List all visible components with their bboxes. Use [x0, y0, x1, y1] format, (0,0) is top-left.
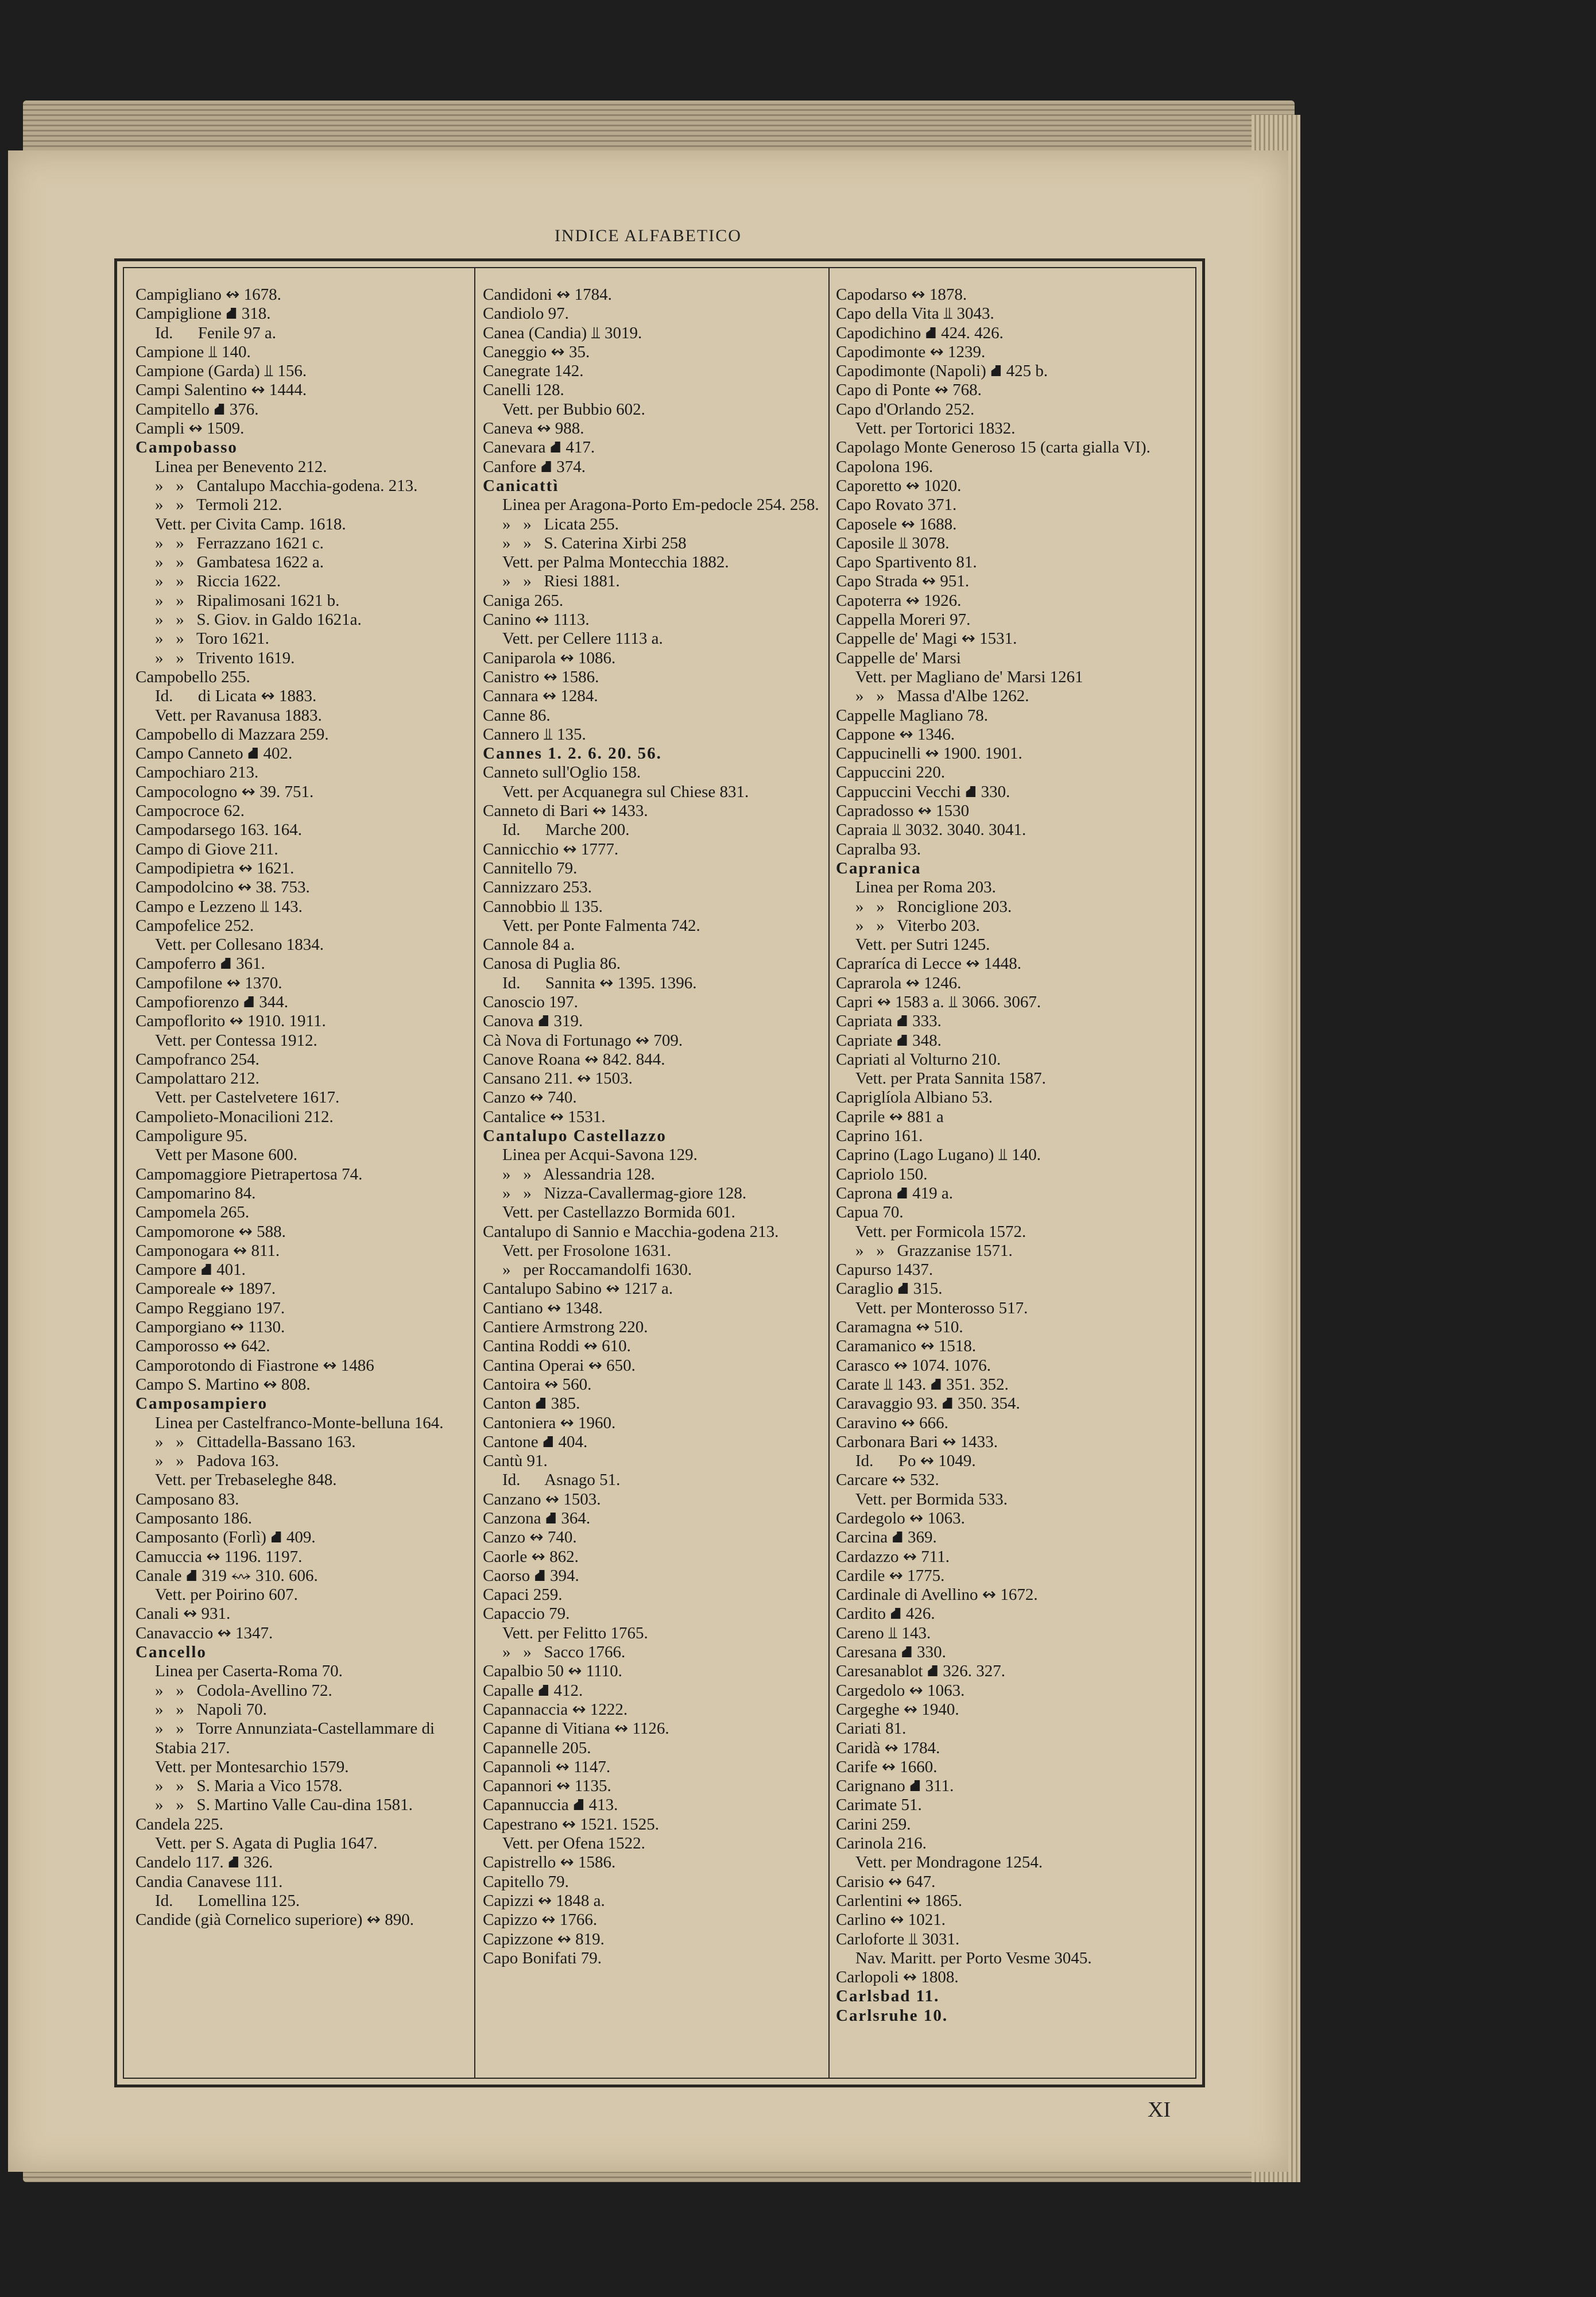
- index-frame: [114, 258, 1205, 2087]
- index-entry: Campo S. Martino ↭ 808.: [135, 1375, 311, 1394]
- index-heading: Cannes 1. 2. 6. 20. 56.: [483, 744, 662, 763]
- index-entry: Capo Rovato 371.: [836, 496, 957, 515]
- index-entry: Capistrello ↭ 1586.: [483, 1853, 616, 1872]
- index-entry: Cargedolo ↭ 1063.: [836, 1681, 965, 1700]
- index-entry: Id. Marche 200.: [502, 821, 630, 840]
- index-entry: Capo della Vita ⫫ 3043.: [836, 304, 994, 323]
- index-entry: » » Grazzanise 1571.: [855, 1241, 1013, 1260]
- index-entry: Cannole 84 a.: [483, 935, 575, 954]
- index-entry: Caraglio ⛘ 315.: [836, 1279, 943, 1298]
- index-entry: Vett. per Ponte Falmenta 742.: [502, 916, 700, 935]
- index-entry: Canoscio 197.: [483, 992, 578, 1011]
- index-entry: Vett. per Collesano 1834.: [155, 935, 324, 954]
- index-entry: Cappucinelli ↭ 1900. 1901.: [836, 744, 1022, 763]
- index-entry: Vett. per Frosolone 1631.: [502, 1241, 671, 1260]
- index-heading: Camposampiero: [135, 1394, 268, 1413]
- index-entry: Camposanto 186.: [135, 1509, 252, 1528]
- index-entry: Capo Spartivento 81.: [836, 553, 977, 572]
- index-entry: Candia Canavese 111.: [135, 1872, 283, 1891]
- index-entry: Cantoniera ↭ 1960.: [483, 1413, 616, 1432]
- index-entry: Capalle ⛘ 412.: [483, 1681, 583, 1700]
- index-entry: Vett. per S. Agata di Puglia 1647.: [155, 1834, 378, 1853]
- index-entry: Capanne di Vitiana ↭ 1126.: [483, 1719, 669, 1738]
- index-entry: » » Ronciglione 203.: [855, 897, 1012, 916]
- index-entry: Capolona 196.: [836, 457, 933, 476]
- index-entry: Campodipietra ↭ 1621.: [135, 859, 295, 877]
- index-entry: Capannoli ↭ 1147.: [483, 1757, 611, 1776]
- index-entry: Campo di Giove 211.: [135, 840, 278, 859]
- index-entry: Carlino ↭ 1021.: [836, 1911, 946, 1929]
- index-entry: Carisio ↭ 647.: [836, 1872, 936, 1891]
- index-entry: Capitello 79.: [483, 1872, 569, 1891]
- index-column-1: [135, 285, 468, 2071]
- index-entry: Capriata ⛘ 333.: [836, 1012, 942, 1031]
- index-entry: Vett. per Ravanusa 1883.: [155, 706, 322, 725]
- index-entry: Vett. per Bormida 533.: [855, 1490, 1008, 1509]
- index-entry: Vett. per Formicola 1572.: [855, 1222, 1026, 1241]
- index-entry: Campolieto-Monacilioni 212.: [135, 1107, 334, 1126]
- index-entry: Caprona ⛘ 419 a.: [836, 1184, 954, 1202]
- index-entry: Canove Roana ↭ 842. 844.: [483, 1050, 665, 1069]
- index-entry: Capaci 259.: [483, 1586, 563, 1604]
- index-entry: Canfore ⛘ 374.: [483, 457, 586, 476]
- index-entry: Capo d'Orlando 252.: [836, 400, 975, 419]
- index-entry: Canale ⛘ 319 ↭ 310. 606.: [135, 1566, 318, 1585]
- index-entry: Campione (Garda) ⫫ 156.: [135, 362, 307, 381]
- index-entry: Canne 86.: [483, 706, 551, 725]
- index-entry: Campocologno ↭ 39. 751.: [135, 782, 314, 801]
- index-entry: Cannizzaro 253.: [483, 878, 592, 897]
- index-entry: Carini 259.: [836, 1815, 911, 1834]
- index-entry: Caniga 265.: [483, 591, 564, 610]
- index-entry: Capodimonte (Napoli) ⛘ 425 b.: [836, 362, 1048, 381]
- index-entry: » » Toro 1621.: [155, 629, 269, 648]
- index-entry: Vett. per Felitto 1765.: [502, 1623, 648, 1642]
- index-entry: Caresanablot ⛘ 326. 327.: [836, 1662, 1006, 1681]
- index-entry: » » Gambatesa 1622 a.: [155, 553, 324, 572]
- column-separator: [828, 268, 830, 2078]
- index-entry: Cantina Operai ↭ 650.: [483, 1356, 636, 1375]
- index-entry: Candiolo 97.: [483, 304, 569, 323]
- index-entry: » » Nizza-Cavallermag-giore 128.: [502, 1184, 747, 1202]
- index-entry: » » Alessandria 128.: [502, 1165, 655, 1184]
- index-entry: Cantone ⛘ 404.: [483, 1432, 588, 1451]
- index-entry: Cardito ⛘ 426.: [836, 1604, 935, 1623]
- index-entry: Carcare ↭ 532.: [836, 1471, 939, 1490]
- index-entry: Capo Strada ↭ 951.: [836, 572, 970, 591]
- index-entry: Cardegolo ↭ 1063.: [836, 1509, 965, 1528]
- index-entry: » » S. Martino Valle Cau-dina 1581.: [155, 1796, 413, 1815]
- index-entry: Capaccio 79.: [483, 1604, 570, 1623]
- index-entry: Vett. per Tortorici 1832.: [855, 419, 1016, 438]
- index-entry: Campofilone ↭ 1370.: [135, 973, 282, 992]
- index-entry: Carinola 216.: [836, 1834, 927, 1853]
- index-entry: Canneto di Bari ↭ 1433.: [483, 802, 648, 821]
- index-entry: » » Riccia 1622.: [155, 572, 281, 591]
- index-entry: Capoterra ↭ 1926.: [836, 591, 962, 610]
- index-entry: Cantù 91.: [483, 1452, 548, 1471]
- index-entry: » » Sacco 1766.: [502, 1643, 626, 1662]
- index-entry: Canneto sull'Oglio 158.: [483, 763, 641, 782]
- index-entry: Carlopoli ↭ 1808.: [836, 1968, 959, 1987]
- index-entry: Vett. per Mondragone 1254.: [855, 1853, 1043, 1872]
- index-entry: Capriglíola Albiano 53.: [836, 1088, 993, 1107]
- index-column-2: [483, 285, 822, 2071]
- index-entry: Capriolo 150.: [836, 1165, 928, 1184]
- index-entry: Capriati al Volturno 210.: [836, 1050, 1001, 1069]
- index-entry: » » Riesi 1881.: [502, 572, 620, 591]
- index-entry: Id. di Licata ↭ 1883.: [155, 687, 317, 706]
- index-entry: » » Cantalupo Macchia-godena. 213.: [155, 476, 418, 495]
- index-entry: Cappelle de' Magi ↭ 1531.: [836, 629, 1017, 648]
- index-entry: Canzo ↭ 740.: [483, 1528, 577, 1547]
- index-entry: Cappuccini 220.: [836, 763, 946, 782]
- index-entry: Caramagna ↭ 510.: [836, 1318, 963, 1337]
- index-entry: Caridà ↭ 1784.: [836, 1738, 940, 1757]
- index-entry: Capraia ⫫ 3032. 3040. 3041.: [836, 821, 1026, 840]
- index-heading: Capranica: [836, 859, 921, 877]
- index-heading: Campobasso: [135, 438, 238, 457]
- index-entry: Campodarsego 163. 164.: [135, 821, 302, 840]
- index-entry: Caposele ↭ 1688.: [836, 515, 957, 533]
- index-entry: Linea per Caserta-Roma 70.: [155, 1662, 343, 1681]
- index-entry: Campi Salentino ↭ 1444.: [135, 381, 307, 400]
- index-entry: Linea per Castelfranco-Monte-belluna 164.: [155, 1413, 444, 1432]
- index-entry: Carbonara Bari ↭ 1433.: [836, 1432, 998, 1451]
- index-entry: » » Cittadella-Bassano 163.: [155, 1432, 356, 1451]
- index-entry: Linea per Roma 203.: [855, 878, 996, 897]
- index-entry: Capalbio 50 ↭ 1110.: [483, 1662, 622, 1681]
- index-entry: Carimate 51.: [836, 1796, 922, 1815]
- index-entry: Vett. per Castelvetere 1617.: [155, 1088, 340, 1107]
- index-entry: Camporgiano ↭ 1130.: [135, 1318, 285, 1337]
- index-entry: Caprino 161.: [836, 1127, 923, 1146]
- index-entry: Carate ⫫ 143. ⛘ 351. 352.: [836, 1375, 1009, 1394]
- index-entry: Cannitello 79.: [483, 859, 578, 877]
- index-entry: Caprarola ↭ 1246.: [836, 973, 962, 992]
- index-entry: Capodimonte ↭ 1239.: [836, 342, 986, 361]
- index-entry: Caprile ↭ 881 a: [836, 1107, 944, 1126]
- index-entry: Campo Reggiano 197.: [135, 1298, 285, 1317]
- index-entry: Cariati 81.: [836, 1719, 907, 1738]
- index-heading: Carlsruhe 10.: [836, 2006, 948, 2025]
- index-entry: Vett. per Contessa 1912.: [155, 1031, 317, 1050]
- index-entry: Candela 225.: [135, 1815, 224, 1834]
- index-entry: » » Licata 255.: [502, 515, 619, 533]
- index-entry: » » Trivento 1619.: [155, 648, 295, 667]
- index-entry: Canzo ↭ 740.: [483, 1088, 577, 1107]
- index-entry: Cardinale di Avellino ↭ 1672.: [836, 1586, 1038, 1604]
- index-entry: Cardile ↭ 1775.: [836, 1566, 945, 1585]
- index-entry: Canali ↭ 931.: [135, 1604, 231, 1623]
- index-entry: Cantiere Armstrong 220.: [483, 1318, 648, 1337]
- index-entry: Vett. per Cellere 1113 a.: [502, 629, 663, 648]
- index-entry: » » Napoli 70.: [155, 1700, 267, 1719]
- index-entry: Capannuccia ⛘ 413.: [483, 1796, 618, 1815]
- index-entry: Vett. per Castellazzo Bormida 601.: [502, 1203, 735, 1222]
- index-entry: Cantoira ↭ 560.: [483, 1375, 592, 1394]
- index-entry: Capraríca di Lecce ↭ 1448.: [836, 954, 1022, 973]
- index-entry: Candidoni ↭ 1784.: [483, 285, 612, 304]
- index-entry: Campodolcino ↭ 38. 753.: [135, 878, 310, 897]
- index-entry: Cannero ⫫ 135.: [483, 725, 586, 744]
- index-entry: Campomorone ↭ 588.: [135, 1222, 286, 1241]
- index-entry: Cansano 211. ↭ 1503.: [483, 1069, 633, 1088]
- index-entry: Vett. per Acquanegra sul Chiese 831.: [502, 782, 749, 801]
- index-entry: » » Padova 163.: [155, 1452, 279, 1471]
- index-entry: Cantalice ↭ 1531.: [483, 1107, 606, 1126]
- index-entry: Caorle ↭ 862.: [483, 1547, 579, 1566]
- index-entry: Linea per Acqui-Savona 129.: [502, 1146, 698, 1165]
- index-entry: Capralba 93.: [836, 840, 921, 859]
- index-entry: Cà Nova di Fortunago ↭ 709.: [483, 1031, 683, 1050]
- index-entry: Capodichino ⛘ 424. 426.: [836, 323, 1004, 342]
- index-entry: Caravaggio 93. ⛘ 350. 354.: [836, 1394, 1020, 1413]
- index-entry: Cantalupo di Sannio e Macchia-godena 213.: [483, 1222, 779, 1241]
- index-heading: Carlsbad 11.: [836, 1987, 940, 2006]
- index-entry: Campo Canneto ⛘ 402.: [135, 744, 293, 763]
- index-entry: Capizzone ↭ 819.: [483, 1929, 605, 1948]
- index-entry: Id. Lomellina 125.: [155, 1891, 300, 1910]
- index-entry: Capolago Monte Generoso 15 (carta gialla VI).: [836, 438, 1150, 457]
- index-entry: Caposile ⫫ 3078.: [836, 533, 950, 552]
- index-entry: Vett. per Montesarchio 1579.: [155, 1757, 349, 1776]
- index-entry: Camporosso ↭ 642.: [135, 1337, 270, 1356]
- index-entry: Campoferro ⛘ 361.: [135, 954, 265, 973]
- index-entry: Capradosso ↭ 1530: [836, 802, 970, 821]
- index-entry: Vett. per Poirino 607.: [155, 1586, 298, 1604]
- index-entry: Vett. per Prata Sannita 1587.: [855, 1069, 1046, 1088]
- index-entry: Campione ⫫ 140.: [135, 342, 251, 361]
- index-entry: » » Massa d'Albe 1262.: [855, 687, 1029, 706]
- index-entry: Vett per Masone 600.: [155, 1146, 298, 1165]
- index-entry: Linea per Aragona-Porto Em-pedocle 254. 258.: [502, 496, 819, 515]
- book-page: [8, 150, 1288, 2172]
- index-entry: Caneggio ↭ 35.: [483, 342, 590, 361]
- index-entry: Camporotondo di Fiastrone ↭ 1486: [135, 1356, 374, 1375]
- index-entry: Cannicchio ↭ 1777.: [483, 840, 619, 859]
- index-entry: » » Codola-Avellino 72.: [155, 1681, 332, 1700]
- index-entry: Capua 70.: [836, 1203, 904, 1222]
- index-entry: Camuccia ↭ 1196. 1197.: [135, 1547, 303, 1566]
- index-frame-inner: [123, 267, 1196, 2079]
- index-entry: Canzona ⛘ 364.: [483, 1509, 591, 1528]
- index-entry: Vett. per Bubbio 602.: [502, 400, 645, 419]
- index-entry: Cappuccini Vecchi ⛘ 330.: [836, 782, 1010, 801]
- index-entry: Carignano ⛘ 311.: [836, 1777, 954, 1796]
- index-entry: Campitello ⛘ 376.: [135, 400, 259, 419]
- index-entry: Linea per Benevento 212.: [155, 457, 327, 476]
- index-heading: Cancello: [135, 1643, 207, 1662]
- index-entry: Capannelle 205.: [483, 1738, 591, 1757]
- index-entry: Capizzo ↭ 1766.: [483, 1911, 598, 1929]
- index-entry: Carife ↭ 1660.: [836, 1757, 938, 1776]
- index-entry: » » Ferrazzano 1621 c.: [155, 533, 324, 552]
- index-entry: Careno ⫫ 143.: [836, 1623, 931, 1642]
- index-entry: Campofiorenzo ⛘ 344.: [135, 992, 289, 1011]
- index-entry: » » Ripalimosani 1621 b.: [155, 591, 340, 610]
- index-entry: Canino ↭ 1113.: [483, 610, 590, 629]
- index-entry: Capri ↭ 1583 a. ⫫ 3066. 3067.: [836, 992, 1041, 1011]
- index-entry: » » S. Giov. in Galdo 1621a.: [155, 610, 362, 629]
- index-entry: Vett. per Trebaseleghe 848.: [155, 1471, 337, 1490]
- index-entry: Canton ⛘ 385.: [483, 1394, 580, 1413]
- index-entry: Capannaccia ↭ 1222.: [483, 1700, 628, 1719]
- index-entry: Vett. per Sutri 1245.: [855, 935, 990, 954]
- index-entry: Campomela 265.: [135, 1203, 250, 1222]
- index-entry: Canegrate 142.: [483, 362, 584, 381]
- index-entry: Canova ⛘ 319.: [483, 1012, 583, 1031]
- index-entry: Campoflorito ↭ 1910. 1911.: [135, 1012, 326, 1031]
- index-entry: Camporeale ↭ 1897.: [135, 1279, 276, 1298]
- index-entry: Vett. per Civita Camp. 1618.: [155, 515, 346, 533]
- index-entry: Campiglione ⛘ 318.: [135, 304, 271, 323]
- index-entry: Vett. per Magliano de' Marsi 1261: [855, 667, 1083, 686]
- index-entry: Caramanico ↭ 1518.: [836, 1337, 977, 1356]
- index-entry: Caresana ⛘ 330.: [836, 1643, 946, 1662]
- index-entry: Carloforte ⫫ 3031.: [836, 1929, 960, 1948]
- index-entry: Capriate ⛘ 348.: [836, 1031, 942, 1050]
- index-entry: Cappelle Magliano 78.: [836, 706, 988, 725]
- index-entry: Vett. per Ofena 1522.: [502, 1834, 645, 1853]
- index-entry: Cantiano ↭ 1348.: [483, 1298, 603, 1317]
- index-entry: Cannara ↭ 1284.: [483, 687, 598, 706]
- index-entry: Cardazzo ↭ 711.: [836, 1547, 950, 1566]
- index-entry: Id. Fenile 97 a.: [155, 323, 277, 342]
- index-entry: Capestrano ↭ 1521. 1525.: [483, 1815, 660, 1834]
- index-entry: Cappella Moreri 97.: [836, 610, 971, 629]
- index-heading: Cantalupo Castellazzo: [483, 1127, 667, 1146]
- page-header: INDICE ALFABETICO: [555, 226, 742, 245]
- index-entry: Cannobbio ⫫ 135.: [483, 897, 603, 916]
- index-entry: Campocroce 62.: [135, 802, 245, 821]
- index-entry: Campochiaro 213.: [135, 763, 259, 782]
- index-entry: Caprino (Lago Lugano) ⫫ 140.: [836, 1146, 1041, 1165]
- index-entry: Campobello di Mazzara 259.: [135, 725, 329, 744]
- index-entry: Campobello 255.: [135, 667, 250, 686]
- index-entry: Canevara ⛘ 417.: [483, 438, 595, 457]
- index-entry: Id. Asnago 51.: [502, 1471, 621, 1490]
- index-entry: Campolattaro 212.: [135, 1069, 259, 1088]
- index-entry: Cappone ↭ 1346.: [836, 725, 955, 744]
- column-separator: [474, 268, 475, 2078]
- index-entry: » per Roccamandolfi 1630.: [502, 1260, 692, 1279]
- index-entry: Campli ↭ 1509.: [135, 419, 245, 438]
- index-entry: Id. Sannita ↭ 1395. 1396.: [502, 973, 697, 992]
- index-entry: Capurso 1437.: [836, 1260, 933, 1279]
- index-entry: Carlentini ↭ 1865.: [836, 1891, 963, 1910]
- index-entry: Vett. per Monterosso 517.: [855, 1298, 1028, 1317]
- index-entry: Camponogara ↭ 811.: [135, 1241, 280, 1260]
- index-entry: Camposanto (Forlì) ⛘ 409.: [135, 1528, 316, 1547]
- index-entry: Carcina ⛘ 369.: [836, 1528, 937, 1547]
- index-entry: Capannori ↭ 1135.: [483, 1777, 611, 1796]
- index-entry: Canosa di Puglia 86.: [483, 954, 621, 973]
- index-entry: Canavaccio ↭ 1347.: [135, 1623, 273, 1642]
- index-entry: Canistro ↭ 1586.: [483, 667, 599, 686]
- page-number: XI: [1148, 2098, 1171, 2122]
- index-entry: Cappelle de' Marsi: [836, 648, 961, 667]
- index-entry: Canelli 128.: [483, 381, 564, 400]
- index-entry: Capodarso ↭ 1878.: [836, 285, 967, 304]
- index-entry: » » Torre Annunziata-Castellammare di Stabia 217.: [155, 1719, 439, 1757]
- index-entry: Nav. Maritt. per Porto Vesme 3045.: [855, 1948, 1092, 1967]
- index-entry: Camposano 83.: [135, 1490, 239, 1509]
- index-entry: Capizzi ↭ 1848 a.: [483, 1891, 605, 1910]
- index-entry: Canzano ↭ 1503.: [483, 1490, 601, 1509]
- index-entry: Campomarino 84.: [135, 1184, 256, 1202]
- index-entry: Campomaggiore Pietrapertosa 74.: [135, 1165, 363, 1184]
- index-entry: Campore ⛘ 401.: [135, 1260, 246, 1279]
- index-entry: Capo di Ponte ↭ 768.: [836, 381, 982, 400]
- index-entry: Caravino ↭ 666.: [836, 1413, 948, 1432]
- index-entry: Caorso ⛘ 394.: [483, 1566, 579, 1585]
- index-column-3: [836, 285, 1198, 2071]
- index-entry: Campofelice 252.: [135, 916, 254, 935]
- index-entry: Candide (già Cornelico superiore) ↭ 890.: [135, 1911, 414, 1929]
- index-entry: Capo Bonifati 79.: [483, 1948, 602, 1967]
- index-heading: Canicattì: [483, 476, 559, 495]
- index-entry: Caneva ↭ 988.: [483, 419, 584, 438]
- index-entry: Cantalupo Sabino ↭ 1217 a.: [483, 1279, 673, 1298]
- index-entry: Campo e Lezzeno ⫫ 143.: [135, 897, 303, 916]
- index-entry: Canea (Candia) ⫫ 3019.: [483, 323, 642, 342]
- index-entry: Id. Po ↭ 1049.: [855, 1452, 976, 1471]
- index-entry: Cantina Roddi ↭ 610.: [483, 1337, 631, 1356]
- index-entry: Candelo 117. ⛘ 326.: [135, 1853, 273, 1872]
- index-entry: » » S. Caterina Xirbi 258: [502, 533, 687, 552]
- index-entry: » » Viterbo 203.: [855, 916, 980, 935]
- index-entry: Vett. per Palma Montecchia 1882.: [502, 553, 729, 572]
- index-entry: Caniparola ↭ 1086.: [483, 648, 616, 667]
- index-entry: Campoligure 95.: [135, 1127, 247, 1146]
- index-entry: Cargeghe ↭ 1940.: [836, 1700, 959, 1719]
- index-entry: Caporetto ↭ 1020.: [836, 476, 962, 495]
- index-entry: » » Termoli 212.: [155, 496, 282, 515]
- index-entry: Campigliano ↭ 1678.: [135, 285, 281, 304]
- index-entry: Campofranco 254.: [135, 1050, 259, 1069]
- index-entry: » » S. Maria a Vico 1578.: [155, 1777, 343, 1796]
- index-entry: Carasco ↭ 1074. 1076.: [836, 1356, 991, 1375]
